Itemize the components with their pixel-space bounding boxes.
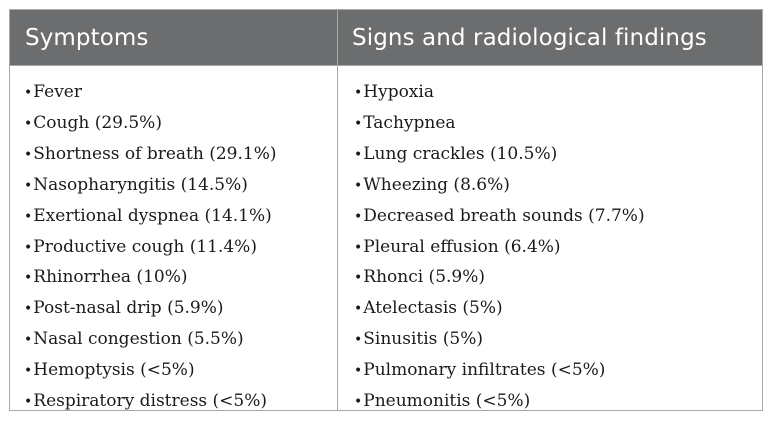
findings-table xyxy=(9,9,763,411)
sign-item xyxy=(354,202,645,233)
sign-item-text: Lung crackles (10.5%) xyxy=(363,143,558,164)
bullet-icon: • xyxy=(354,332,363,349)
symptom-item xyxy=(24,387,277,418)
sign-item-text: Atelectasis (5%) xyxy=(363,298,503,319)
symptom-item-text: Cough (29.5%) xyxy=(33,112,162,133)
column-divider xyxy=(337,10,338,410)
symptom-item xyxy=(24,294,277,325)
symptom-item xyxy=(24,263,277,294)
bullet-icon: • xyxy=(354,270,363,287)
symptom-item-text: Respiratory distress (<5%) xyxy=(33,391,268,412)
sign-item xyxy=(354,356,645,387)
symptoms-list xyxy=(24,78,277,418)
sign-item xyxy=(354,140,645,171)
header-signs-findings: Signs and radiological findings xyxy=(352,24,707,51)
symptom-item-text: Rhinorrhea (10%) xyxy=(33,267,188,288)
symptom-item xyxy=(24,233,277,264)
symptom-item xyxy=(24,171,277,202)
sign-item xyxy=(354,387,645,418)
sign-item-text: Rhonci (5.9%) xyxy=(363,267,486,288)
bullet-icon: • xyxy=(354,85,363,101)
bullet-icon: • xyxy=(354,394,363,411)
sign-item-text: Tachypnea xyxy=(363,112,456,133)
sign-item xyxy=(354,325,645,356)
symptom-item xyxy=(24,140,277,171)
symptom-item-text: Nasopharyngitis (14.5%) xyxy=(33,174,248,195)
symptom-item xyxy=(24,78,277,109)
bullet-icon: • xyxy=(24,270,33,287)
bullet-icon: • xyxy=(24,177,33,194)
bullet-icon: • xyxy=(24,115,33,132)
bullet-icon: • xyxy=(24,146,33,163)
sign-item xyxy=(354,109,645,140)
sign-item-text: Decreased breath sounds (7.7%) xyxy=(363,205,645,226)
bullet-icon: • xyxy=(354,301,363,318)
bullet-icon: • xyxy=(354,208,363,225)
bullet-icon: • xyxy=(24,332,33,349)
sign-item xyxy=(354,294,645,325)
symptom-item xyxy=(24,325,277,356)
sign-item xyxy=(354,263,645,294)
sign-item-text: Pneumonitis (<5%) xyxy=(363,391,531,412)
bullet-icon: • xyxy=(354,177,363,194)
symptom-item-text: Exertional dyspnea (14.1%) xyxy=(33,205,272,226)
bullet-icon: • xyxy=(24,208,33,225)
symptom-item xyxy=(24,202,277,233)
symptom-item-text: Hemoptysis (<5%) xyxy=(33,360,195,381)
symptom-item-text: Nasal congestion (5.5%) xyxy=(33,329,244,350)
bullet-icon: • xyxy=(354,115,363,132)
symptom-item-text: Productive cough (11.4%) xyxy=(33,236,257,257)
header-divider xyxy=(10,65,762,66)
symptom-item-text: Post-nasal drip (5.9%) xyxy=(33,298,224,319)
sign-item xyxy=(354,233,645,264)
symptom-item-text: Fever xyxy=(33,82,82,102)
bullet-icon: • xyxy=(24,85,33,101)
sign-item-text: Sinusitis (5%) xyxy=(363,329,484,350)
sign-item xyxy=(354,78,645,109)
symptom-item xyxy=(24,356,277,387)
sign-item-text: Pleural effusion (6.4%) xyxy=(363,236,561,257)
bullet-icon: • xyxy=(354,239,363,256)
sign-item-text: Pulmonary infiltrates (<5%) xyxy=(363,360,606,381)
sign-item-text: Hypoxia xyxy=(363,82,434,102)
sign-item xyxy=(354,171,645,202)
bullet-icon: • xyxy=(354,363,363,380)
symptom-item-text: Shortness of breath (29.1%) xyxy=(33,143,277,164)
bullet-icon: • xyxy=(354,146,363,163)
bullet-icon: • xyxy=(24,363,33,380)
sign-item-text: Wheezing (8.6%) xyxy=(363,174,510,195)
signs-list xyxy=(354,78,645,418)
bullet-icon: • xyxy=(24,394,33,411)
bullet-icon: • xyxy=(24,301,33,318)
table-header-row xyxy=(10,10,762,65)
symptom-item xyxy=(24,109,277,140)
header-symptoms: Symptoms xyxy=(25,24,149,51)
bullet-icon: • xyxy=(24,239,33,256)
